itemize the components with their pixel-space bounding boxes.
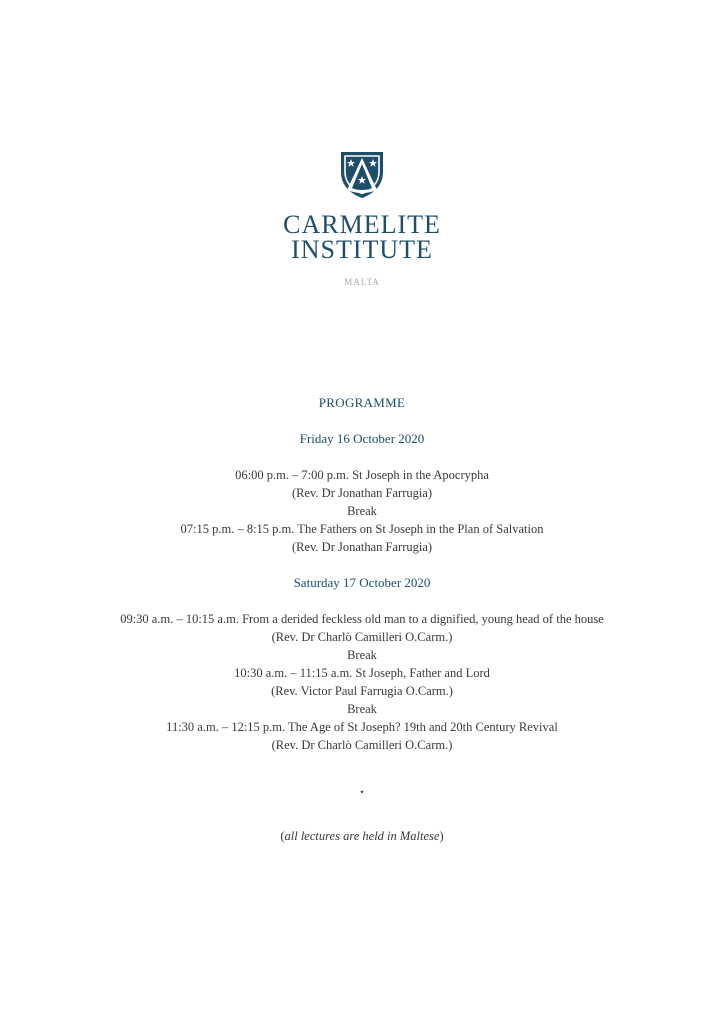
schedule-line: (Rev. Dr Jonathan Farrugia) [291,486,433,500]
schedule-line: 09:30 a.m. – 10:15 a.m. From a derided feckless old man to a dignified, young head of the house [120,612,604,626]
programme-content [0,394,724,845]
schedule-line: 06:00 p.m. – 7:00 p.m. St Joseph in the Apocrypha [235,468,489,482]
schedule-line: (Rev. Victor Paul Farrugia O.Carm.) [271,684,453,698]
language-note [0,827,724,845]
day-section-saturday [0,574,724,754]
day-heading: Saturday 17 October 2020 [293,575,431,590]
logo-line-2: INSTITUTE [291,235,433,264]
programme-title: PROGRAMME [318,395,406,410]
note-text: all lectures are held in Maltese [284,829,440,843]
schedule-list [0,466,724,556]
schedule-line: 11:30 a.m. – 12:15 p.m. The Age of St Joseph? 19th and 20th Century Revival [166,720,558,734]
logo-wordmark [0,212,724,262]
logo-line-1: CARMELITE [283,210,441,239]
schedule-line: 10:30 a.m. – 11:15 a.m. St Joseph, Father and Lord [234,666,490,680]
carmelite-shield-icon [339,150,385,200]
schedule-line: Break [347,504,377,518]
note-paren-open: ( [280,829,285,843]
logo-subtitle: MALTA [344,277,380,287]
institute-logo [0,150,724,287]
star-separator: ⋆ [358,787,366,798]
schedule-line: 07:15 p.m. – 8:15 p.m. The Fathers on St Joseph in the Plan of Salvation [180,522,544,536]
schedule-list [0,610,724,754]
day-section-friday [0,430,724,556]
schedule-line: (Rev. Dr Jonathan Farrugia) [291,540,433,554]
schedule-line: Break [347,702,377,716]
schedule-line: (Rev. Dr Charlò Camilleri O.Carm.) [271,630,453,644]
schedule-line: (Rev. Dr Charlò Camilleri O.Carm.) [271,738,453,752]
schedule-line: Break [347,648,377,662]
day-heading: Friday 16 October 2020 [299,431,425,446]
note-paren-close: ) [439,829,444,843]
